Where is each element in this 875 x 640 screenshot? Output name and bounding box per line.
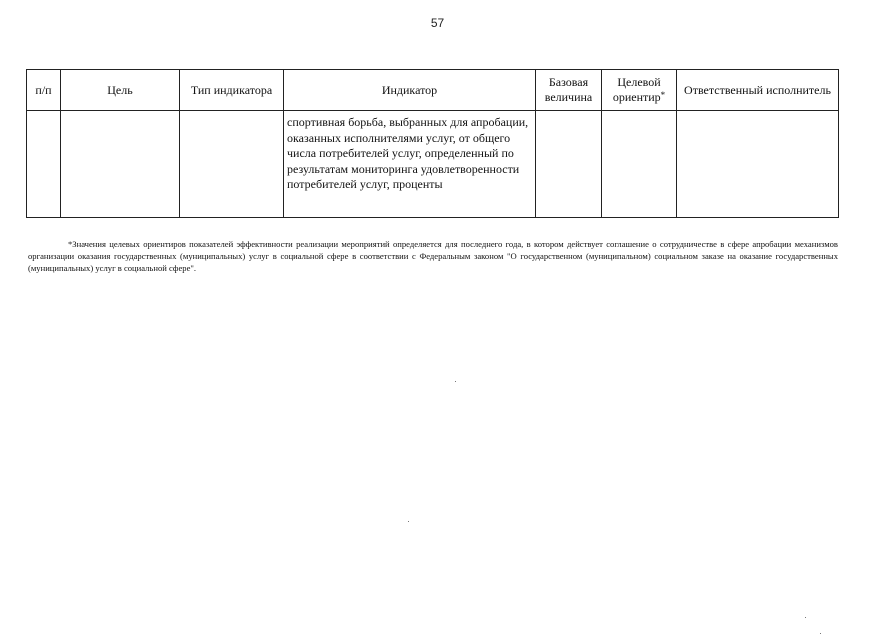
cell-goal: [61, 111, 180, 218]
cell-indicator-type: [180, 111, 284, 218]
scan-speck: [820, 633, 821, 634]
header-target-value-label: Целевой ориентир: [612, 75, 661, 104]
cell-num: [27, 111, 61, 218]
header-responsible: Ответственный исполнитель: [677, 70, 839, 111]
header-base-value: Базовая величина: [536, 70, 602, 111]
scan-speck: [805, 617, 806, 618]
cell-base-value: [536, 111, 602, 218]
cell-responsible: [677, 111, 839, 218]
table-header-row: [27, 70, 839, 111]
table-row: [27, 111, 839, 218]
cell-target-value: [602, 111, 677, 218]
header-num: п/п: [27, 70, 61, 111]
indicators-table: [26, 69, 839, 218]
header-target-value: [602, 70, 677, 111]
scan-speck: [455, 381, 456, 382]
header-indicator: Индикатор: [284, 70, 536, 111]
header-goal: Цель: [61, 70, 180, 111]
footnote-marker: *: [660, 90, 666, 100]
scan-speck: [408, 521, 409, 522]
page-number: 57: [430, 16, 445, 30]
cell-indicator: спортивная борьба, выбранных для апробации, оказанных исполнителями услуг, от общего числа потребителей услуг, определенный по результатам мониторинга удовлетворенности потребителей услуг, проценты: [284, 111, 536, 218]
header-indicator-type: Тип индикатора: [180, 70, 284, 111]
footnote: *Значения целевых ориентиров показателей эффективности реализации мероприятий определяется для последнего года, в котором действует соглашение о сотрудничестве в сфере апробации механизмов организации оказания государственных (муниципальных) услуг в социальной сфере в соответствии с Федеральным законом "О государственном (муниципальном) социальном заказе на оказание государственных (муниципальных) услуг в социальной сфере".: [28, 239, 838, 273]
